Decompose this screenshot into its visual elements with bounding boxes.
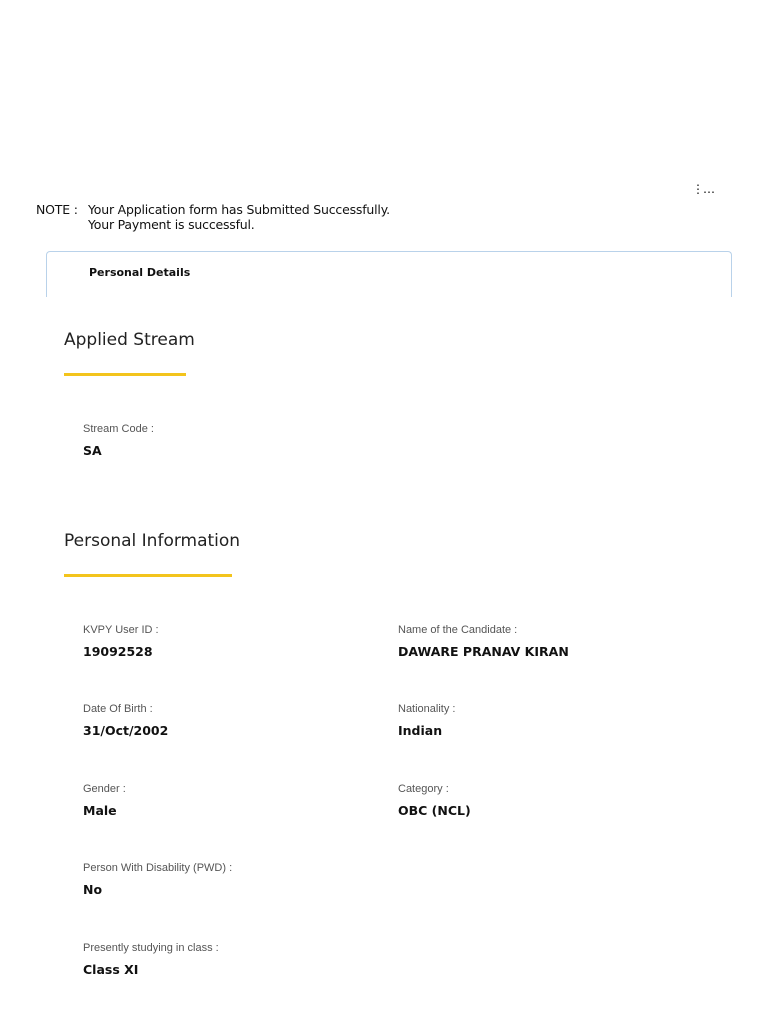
note-label: NOTE : bbox=[36, 202, 78, 217]
note-line-application: Your Application form has Submitted Successfully. bbox=[88, 202, 390, 217]
personal-information-underline bbox=[64, 574, 232, 577]
note-line-payment: Your Payment is successful. bbox=[88, 217, 255, 232]
candidate-name-field bbox=[398, 623, 569, 660]
gender-label: Gender : bbox=[83, 783, 126, 795]
category-value: OBC (NCL) bbox=[398, 803, 471, 818]
category-field bbox=[398, 782, 471, 819]
candidate-name-label: Name of the Candidate : bbox=[398, 624, 518, 636]
class-field bbox=[83, 941, 219, 978]
user-id-field bbox=[83, 623, 159, 660]
stream-code-field bbox=[83, 422, 154, 459]
pwd-label: Person With Disability (PWD) : bbox=[83, 862, 233, 874]
gender-field bbox=[83, 782, 126, 819]
more-options-icon[interactable]: ⋮… bbox=[692, 182, 714, 196]
pwd-value: No bbox=[83, 882, 103, 897]
pwd-field bbox=[83, 861, 232, 898]
user-id-value: 19092528 bbox=[83, 644, 153, 659]
dob-field bbox=[83, 702, 168, 739]
nationality-field bbox=[398, 702, 455, 739]
dob-value: 31/Oct/2002 bbox=[83, 723, 169, 738]
nationality-label: Nationality : bbox=[398, 703, 456, 715]
user-id-label: KVPY User ID : bbox=[83, 624, 159, 636]
category-label: Category : bbox=[398, 783, 449, 795]
applied-stream-heading: Applied Stream bbox=[64, 330, 195, 350]
applied-stream-underline bbox=[64, 373, 186, 376]
note-messages bbox=[88, 202, 390, 232]
class-value: Class XI bbox=[83, 962, 139, 977]
dob-label: Date Of Birth : bbox=[83, 703, 153, 715]
personal-details-panel bbox=[46, 251, 732, 297]
tab-personal-details[interactable]: Personal Details bbox=[89, 266, 191, 279]
personal-information-heading: Personal Information bbox=[64, 531, 241, 551]
stream-code-value: SA bbox=[83, 443, 102, 458]
class-label: Presently studying in class : bbox=[83, 942, 219, 954]
stream-code-label: Stream Code : bbox=[83, 423, 154, 435]
candidate-name-value: DAWARE PRANAV KIRAN bbox=[398, 644, 569, 659]
nationality-value: Indian bbox=[398, 723, 443, 738]
gender-value: Male bbox=[83, 803, 117, 818]
